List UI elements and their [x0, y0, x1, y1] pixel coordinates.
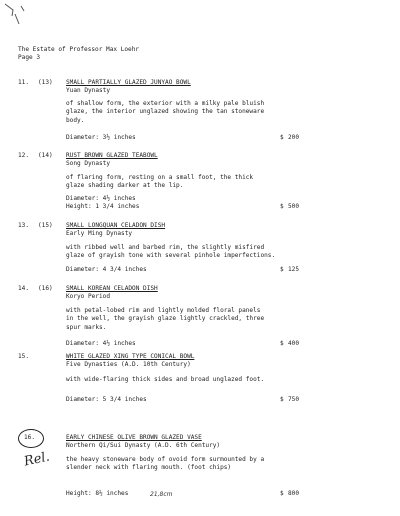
item-number: 16. [24, 434, 36, 441]
price-currency: $ [280, 203, 284, 210]
item-description [66, 456, 264, 473]
item-lot: (14) [38, 152, 53, 159]
item-period: Koryo Period [66, 293, 111, 300]
item-dimension: Diameter: 4½ inches [66, 195, 136, 202]
description-line: glaze, the interior unglazed showing the tan stoneware [66, 108, 265, 116]
description-line: of flaring form, resting on a small foot, the thick [66, 174, 254, 181]
item-number: 13. [18, 222, 30, 229]
item-description [66, 244, 275, 261]
description-line: slender neck with flaring mouth. (foot chips) [66, 464, 232, 472]
price-currency: $ [280, 134, 284, 141]
item-period: Five Dynasties (A.D. 10th Century) [66, 361, 191, 368]
item-number: 15. [18, 353, 30, 360]
item-dimension: Diameter: 3½ inches [66, 134, 136, 141]
price-currency: $ [280, 340, 284, 347]
item-title: SMALL KOREAN CELADON DISH [66, 285, 158, 292]
description-line: in the well, the grayish glaze lightly crackled, three [66, 315, 265, 323]
document-header [18, 46, 139, 63]
price-amount: 800 [288, 490, 300, 497]
item-dimension: Diameter: 4½ inches [66, 340, 136, 347]
item-dimension: Diameter: 4 3/4 inches [66, 266, 147, 273]
item-dimension: Height: 8½ inches [66, 490, 129, 497]
item-number: 11. [18, 79, 30, 86]
handwritten-measurement: 21,8cm [150, 491, 173, 498]
header-page-line: Page 3 [18, 54, 41, 62]
price-amount: 200 [288, 134, 300, 141]
item-period: Yuan Dynasty [66, 87, 111, 94]
price-amount: 750 [288, 396, 300, 403]
price-amount: 125 [288, 266, 300, 273]
item-description [66, 100, 264, 125]
item-description [66, 376, 264, 384]
price-amount: 400 [288, 340, 300, 347]
description-line: spur marks. [66, 323, 107, 331]
description-line: the heavy stoneware body of ovoid form surmounted by a [66, 456, 265, 463]
item-dimension: Height: 1 3/4 inches [66, 203, 140, 210]
item-lot: (15) [38, 222, 53, 229]
description-line: body. [66, 116, 85, 124]
price-currency: $ [280, 490, 284, 497]
description-line: with ribbed well and barbed rim, the slightly misfired [66, 244, 265, 251]
price-currency: $ [280, 396, 284, 403]
price-currency: $ [280, 266, 284, 273]
description-line: of shallow form, the exterior with a milky pale bluish [66, 100, 265, 107]
item-title: EARLY CHINESE OLIVE BROWN GLAZED VASE [66, 434, 202, 441]
description-line: glaze shading darker at the lip. [66, 182, 184, 190]
item-period: Northern Qi/Sui Dynasty (A.D. 6th Century) [66, 442, 221, 449]
handwritten-margin-note: Rel. [22, 449, 52, 470]
item-lot: (16) [38, 285, 53, 292]
description-line: with petal-lobed rim and lightly molded floral panels [66, 307, 261, 314]
header-estate-line: The Estate of Professor Max Loehr [18, 46, 140, 53]
item-dimension: Diameter: 5 3/4 inches [66, 396, 147, 403]
item-period: Early Ming Dynasty [66, 230, 133, 237]
item-description [66, 307, 264, 332]
item-title: SMALL PARTIALLY GLAZED JUNYAO BOWL [66, 79, 191, 86]
price-amount: 500 [288, 203, 300, 210]
item-lot: (13) [38, 79, 53, 86]
item-title: SMALL LONGQUAN CELADON DISH [66, 222, 166, 229]
item-number: 14. [18, 285, 30, 292]
item-description [66, 174, 253, 191]
item-period: Song Dynasty [66, 160, 111, 167]
description-line: glaze of grayish tone with several pinhole imperfections. [66, 252, 276, 260]
corner-scan-mark [3, 2, 29, 26]
description-line: with wide-flaring thick sides and broad unglazed foot. [66, 376, 265, 383]
item-title: RUST BROWN GLAZED TEABOWL [66, 152, 158, 159]
item-title: WHITE GLAZED XING TYPE CONICAL BOWL [66, 353, 195, 360]
item-number: 12. [18, 152, 30, 159]
